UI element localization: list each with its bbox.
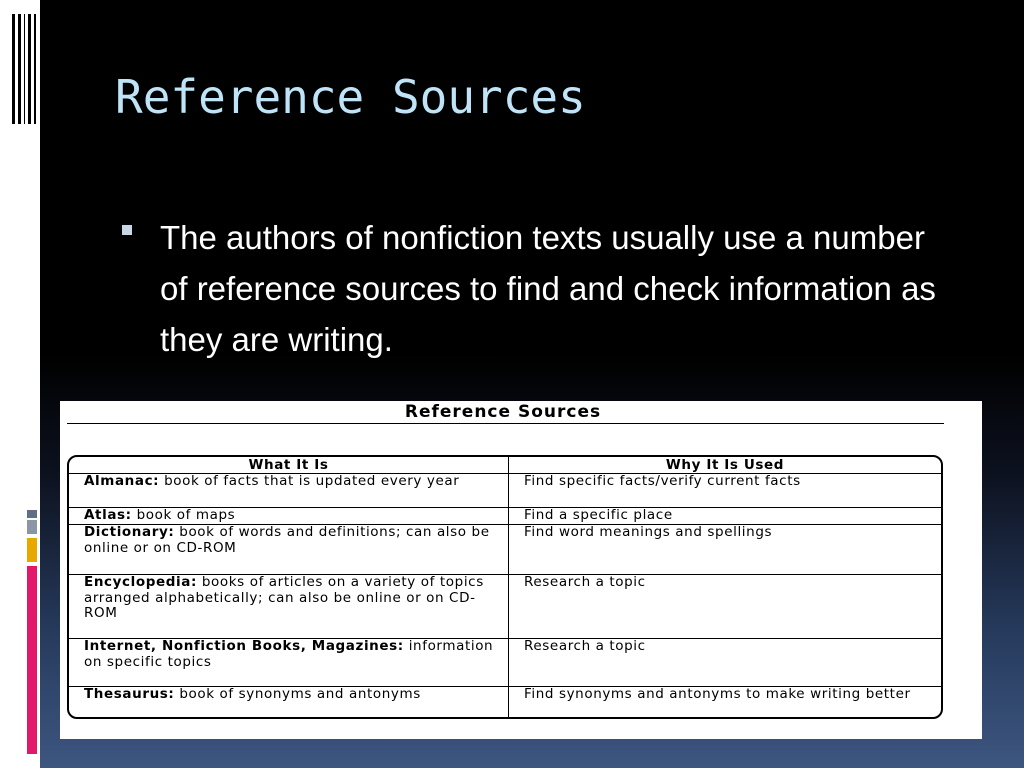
- use: Find specific facts/verify current facts: [509, 474, 942, 508]
- image-title: Reference Sources: [404, 402, 602, 422]
- definition: book of synonyms and antonyms: [179, 686, 421, 702]
- use: Find word meanings and spellings: [509, 525, 942, 575]
- table-row: [69, 525, 941, 575]
- use: Find a specific place: [509, 508, 942, 525]
- square-bullet-icon: [122, 225, 132, 235]
- definition: book of maps: [136, 507, 236, 523]
- definition: books of articles on a variety of topics arranged alphabetically; can also be online or on CD-ROM: [84, 574, 484, 621]
- use: Research a topic: [509, 575, 942, 639]
- term: Dictionary:: [84, 524, 175, 540]
- accent-bar-gold: [27, 538, 37, 562]
- use: Research a topic: [509, 639, 942, 687]
- bullet-text: The authors of nonfiction texts usually use a number of reference sources to find and check information as they are writing.: [160, 219, 936, 358]
- definition: book of words and definitions; can also be online or on CD-ROM: [84, 524, 490, 556]
- left-margin-strip: [0, 0, 40, 768]
- reference-sources-image: [60, 401, 982, 739]
- table-row: [69, 474, 941, 508]
- accent-bar-grey: [27, 520, 37, 534]
- table-row: [69, 508, 941, 525]
- use: Find synonyms and antonyms to make writing better: [509, 687, 942, 720]
- definition: information on specific topics: [84, 638, 494, 670]
- accent-bar-navy: [27, 510, 37, 518]
- header-what-it-is: What It Is: [69, 457, 509, 474]
- table-row: [69, 575, 941, 639]
- title-rule: [67, 423, 944, 424]
- term: Almanac:: [84, 473, 160, 489]
- term: Atlas:: [84, 507, 132, 523]
- decorative-bars: [12, 14, 36, 124]
- table-row: [69, 687, 941, 720]
- header-why-it-is-used: Why It Is Used: [509, 457, 942, 474]
- term: Thesaurus:: [84, 686, 175, 702]
- table-row: [69, 639, 941, 687]
- term: Encyclopedia:: [84, 574, 197, 590]
- definition: book of facts that is updated every year: [164, 473, 460, 489]
- reference-table: [67, 455, 943, 719]
- slide-title: Reference Sources: [115, 70, 586, 124]
- accent-bar-pink: [27, 566, 37, 754]
- term: Internet, Nonfiction Books, Magazines:: [84, 638, 404, 654]
- bullet-item: [122, 212, 942, 365]
